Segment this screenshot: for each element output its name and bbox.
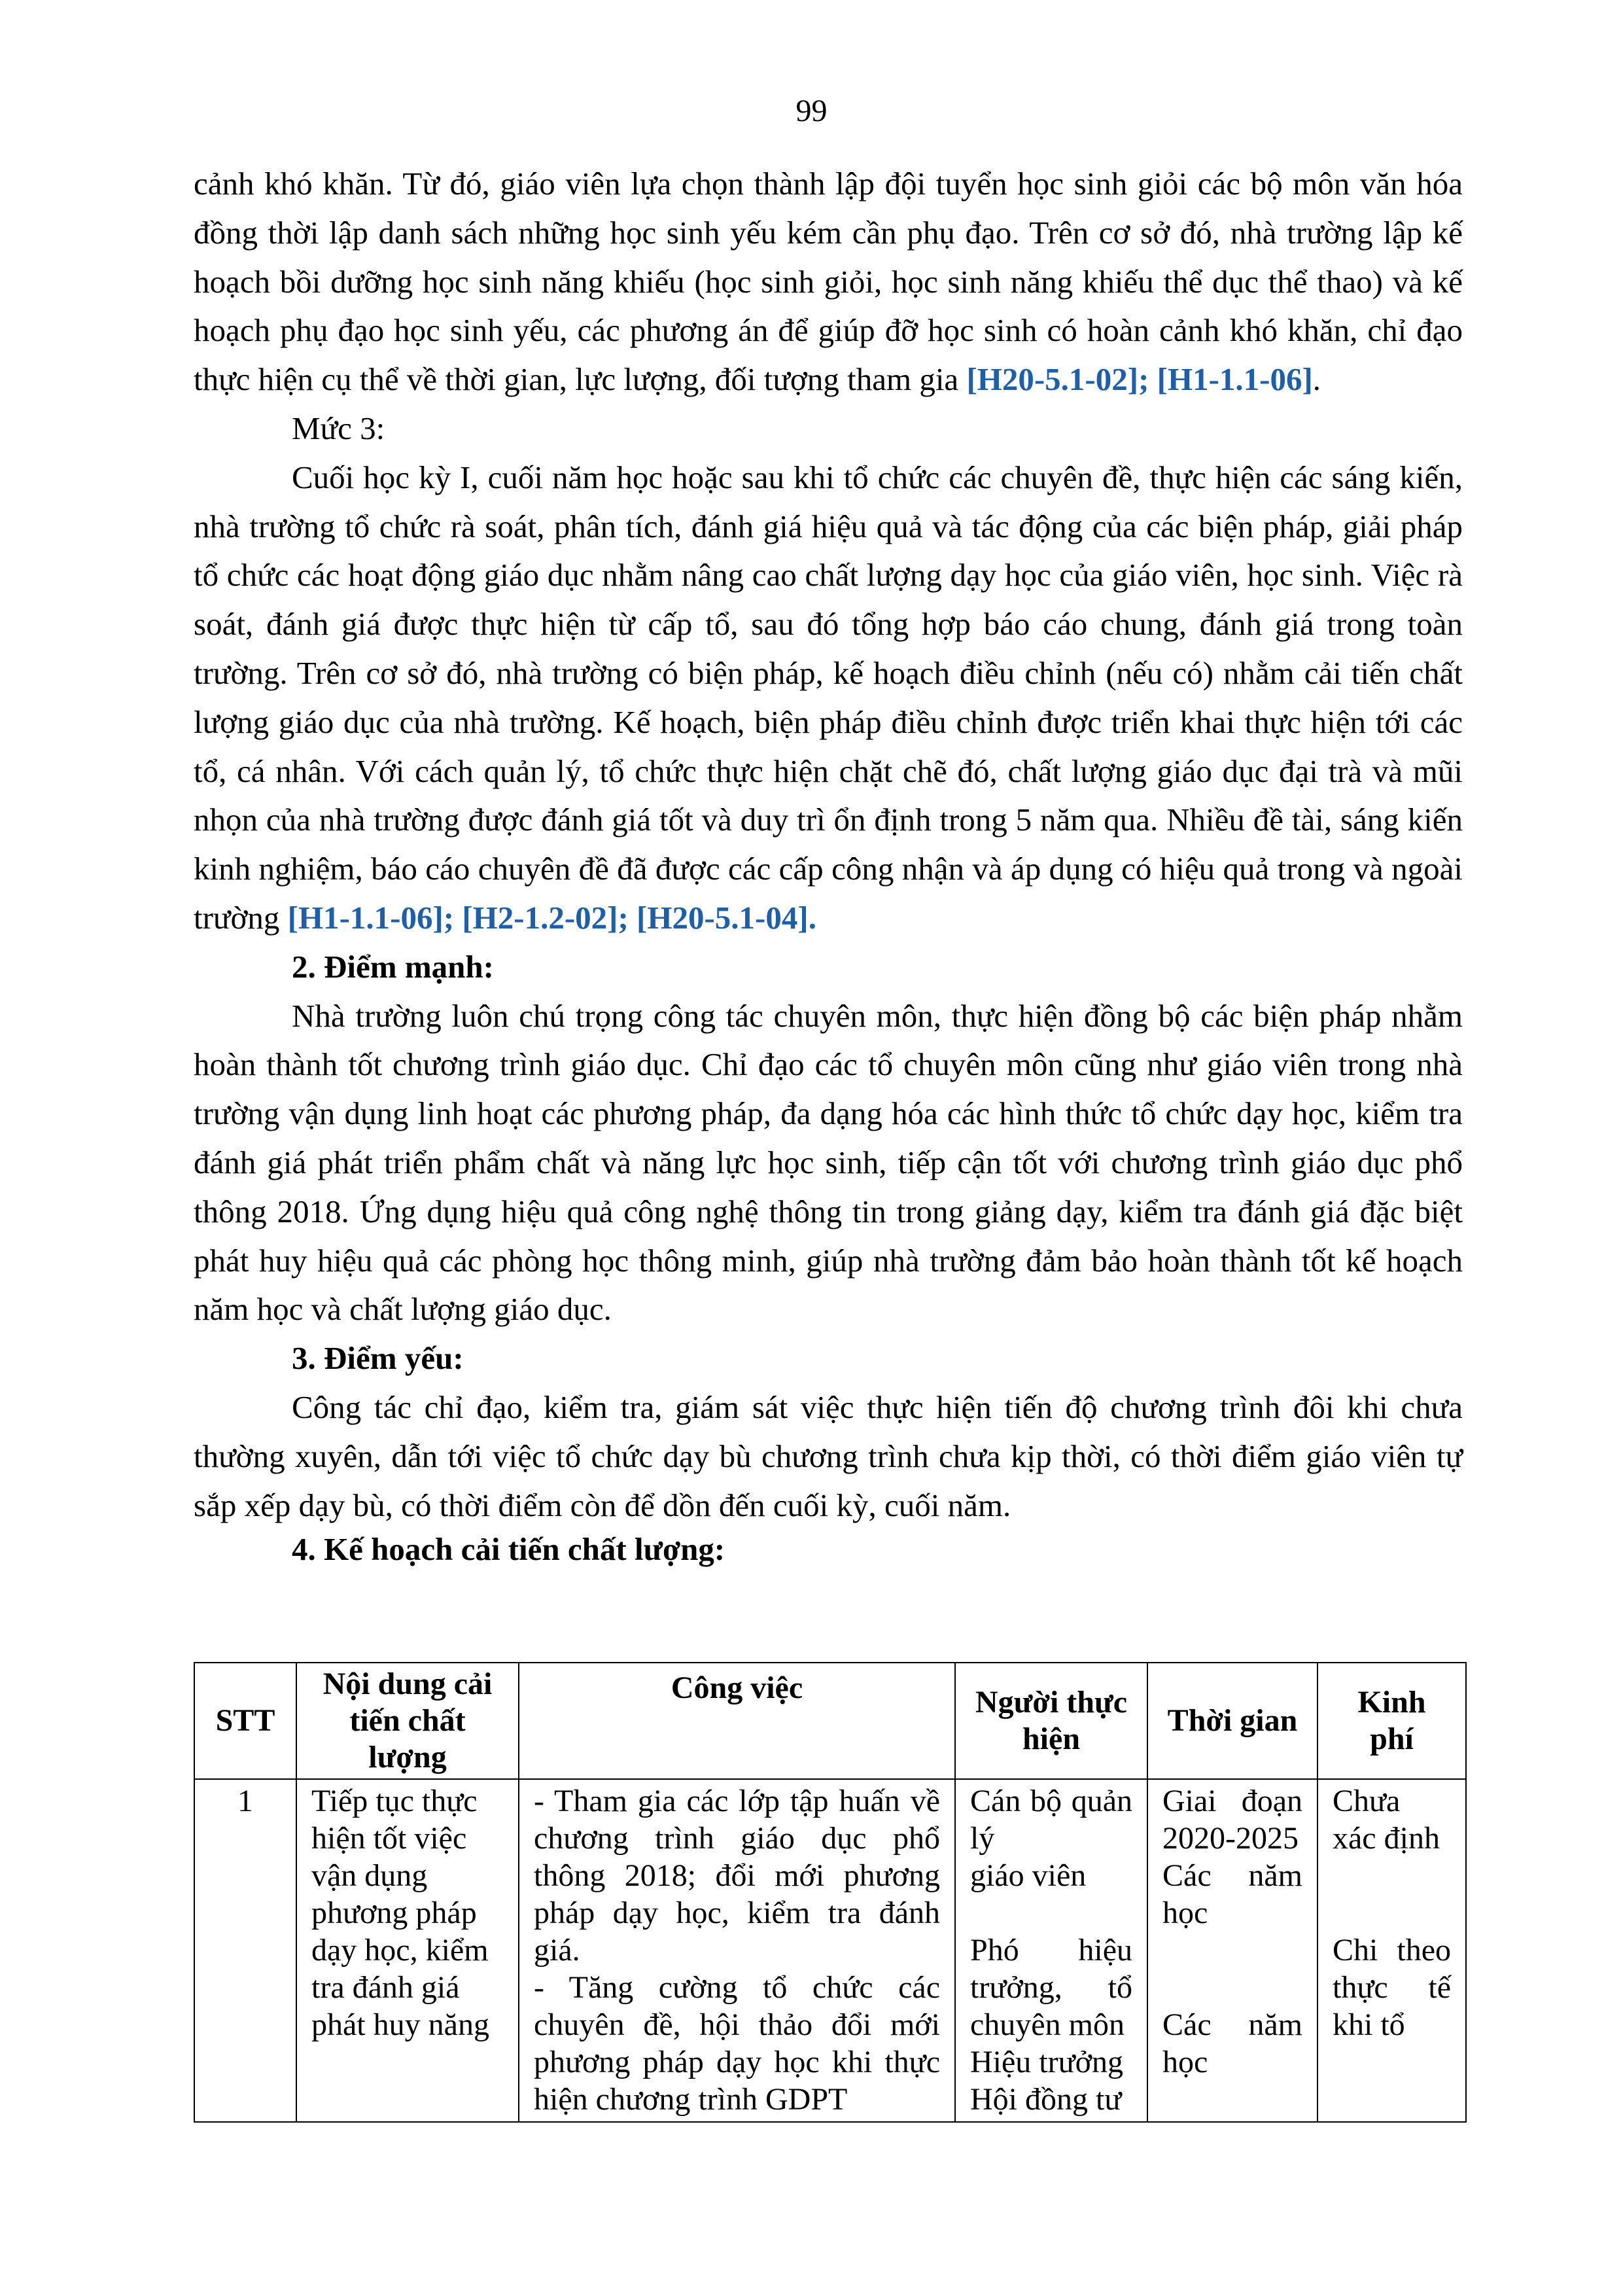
weaknesses-text: Công tác chỉ đạo, kiểm tra, giám sát việc thực hiện tiến độ chương trình đôi khi chưa thường xuyên, dẫn tới việc tổ chức dạy bù chương trình chưa kịp thời, có thời điểm giáo viên tự sắp xếp dạy bù, có thời điểm còn để dồn đến cuối kỳ, cuối năm. bbox=[194, 1388, 1463, 1523]
level-3-label: Mức 3: bbox=[292, 410, 385, 446]
strengths-heading: 2. Điểm mạnh: bbox=[292, 948, 494, 985]
weaknesses-heading: 3. Điểm yếu: bbox=[292, 1340, 464, 1377]
row-1-person-4: Hiệu trưởng bbox=[970, 2045, 1124, 2079]
header-content: Nội dung cải tiến chất lượng bbox=[296, 1663, 519, 1779]
paragraph-1-end: . bbox=[1312, 361, 1321, 398]
row-1-cost-1: Chưa xác định bbox=[1333, 1784, 1440, 1856]
row-1-content: Tiếp tục thực hiện tốt việc vận dụng phương pháp dạy học, kiểm tra đánh giá phát huy năng bbox=[296, 1779, 519, 2122]
document-body bbox=[194, 160, 1463, 1569]
row-1-person-5: Hội đồng tư bbox=[970, 2082, 1122, 2117]
row-1-time-2: Các năm học bbox=[1162, 1858, 1302, 1930]
row-1-work-item-2: - Tăng cường tổ chức các chuyên đề, hội thảo đổi mới phương pháp dạy học khi thực hiện chương trình GDPT bbox=[534, 1970, 940, 2117]
header-person: Người thực hiện bbox=[955, 1663, 1147, 1779]
page-number: 99 bbox=[795, 94, 828, 128]
plan-heading: 4. Kế hoạch cải tiến chất lượng: bbox=[292, 1531, 725, 1568]
row-1-time bbox=[1147, 1779, 1318, 2122]
row-1-stt: 1 bbox=[194, 1779, 296, 2122]
row-1-person-1: Cán bộ quản lý bbox=[970, 1784, 1132, 1856]
table-header-row bbox=[194, 1663, 1466, 1779]
paragraph-2-text: Cuối học kỳ I, cuối năm học hoặc sau khi tổ chức các chuyên đề, thực hiện các sáng kiến, nhà trường tổ chức rà soát, phân tích, đánh giá hiệu quả và tác động của các biện pháp, giải pháp tổ chức các hoạt động giáo dục nhằm nâng cao chất lượng dạy học của giáo viên, học sinh. Việc rà soát, đánh giá được thực hiện từ cấp tổ, sau đó tổng hợp báo cáo chung, đánh giá trong toàn trường. Trên cơ sở đó, nhà trường có biện pháp, kế hoạch điều chỉnh (nếu có) nhằm cải tiến chất lượng giáo dục của nhà trường. Kế hoạch, biện pháp điều chỉnh được triển khai thực hiện tới các tổ, cá nhân. Với cách quản lý, tổ chức thực hiện chặt chẽ đó, chất lượng giáo dục đại trà và mũi nhọn của nhà trường được đánh giá tốt và duy trì ổn định trong 5 năm qua. Nhiều đề tài, sáng kiến kinh nghiệm, báo cáo chuyên đề đã được các cấp công nhận và áp dụng có hiệu quả trong và ngoài trường bbox=[194, 459, 1463, 936]
table-row bbox=[194, 1779, 1466, 2122]
header-time: Thời gian bbox=[1147, 1663, 1318, 1779]
improvement-plan-table bbox=[194, 1662, 1467, 2123]
paragraph-1-text: cảnh khó khăn. Từ đó, giáo viên lựa chọn thành lập đội tuyển học sinh giỏi các bộ môn văn hóa đồng thời lập danh sách những học sinh yếu kém cần phụ đạo. Trên cơ sở đó, nhà trường lập kế hoạch bồi dưỡng học sinh năng khiếu (học sinh giỏi, học sinh năng khiếu thể dục thể thao) và kế hoạch phụ đạo học sinh yếu, các phương án để giúp đỡ học sinh có hoàn cảnh khó khăn, chỉ đạo thực hiện cụ thể về thời gian, lực lượng, đối tượng tham gia bbox=[194, 166, 1463, 398]
row-1-person-3: Phó hiệu trưởng, tổ chuyên môn bbox=[970, 1933, 1132, 2042]
row-1-time-1: Giai đoạn 2020-2025 bbox=[1162, 1784, 1302, 1856]
header-cost: Kinh phí bbox=[1318, 1663, 1466, 1779]
header-work: Công việc bbox=[519, 1663, 955, 1779]
row-1-work bbox=[519, 1779, 955, 2122]
paragraph-1-reference: [H20-5.1-02]; [H1-1.1-06] bbox=[966, 361, 1313, 398]
row-1-work-item-1: - Tham gia các lớp tập huấn về chương trình giáo dục phổ thông 2018; đổi mới phương pháp dạy học, kiểm tra đánh giá. bbox=[534, 1784, 940, 1968]
paragraph-2 bbox=[194, 453, 1463, 943]
row-1-time-3: Các năm học bbox=[1162, 2007, 1302, 2079]
strengths-text: Nhà trường luôn chú trọng công tác chuyên môn, thực hiện đồng bộ các biện pháp nhằm hoàn thành tốt chương trình giáo dục. Chỉ đạo các tổ chuyên môn cũng như giáo viên trong nhà trường vận dụng linh hoạt các phương pháp, đa dạng hóa các hình thức tổ chức dạy học, kiểm tra đánh giá phát triển phẩm chất và năng lực học sinh, tiếp cận tốt với chương trình giáo dục phổ thông 2018. Ứng dụng hiệu quả công nghệ thông tin trong giảng dạy, kiểm tra đánh giá đặc biệt phát huy hiệu quả các phòng học thông minh, giúp nhà trường đảm bảo hoàn thành tốt kế hoạch năm học và chất lượng giáo dục. bbox=[194, 997, 1463, 1328]
row-1-cost bbox=[1318, 1779, 1466, 2122]
header-stt: STT bbox=[194, 1663, 296, 1779]
row-1-person bbox=[955, 1779, 1147, 2122]
paragraph-1 bbox=[194, 160, 1463, 404]
row-1-person-2: giáo viên bbox=[970, 1858, 1087, 1893]
paragraph-2-reference: [H1-1.1-06]; [H2-1.2-02]; [H20-5.1-04]. bbox=[287, 899, 816, 936]
row-1-cost-2: Chi theo thực tế khi tổ bbox=[1333, 1933, 1451, 2042]
